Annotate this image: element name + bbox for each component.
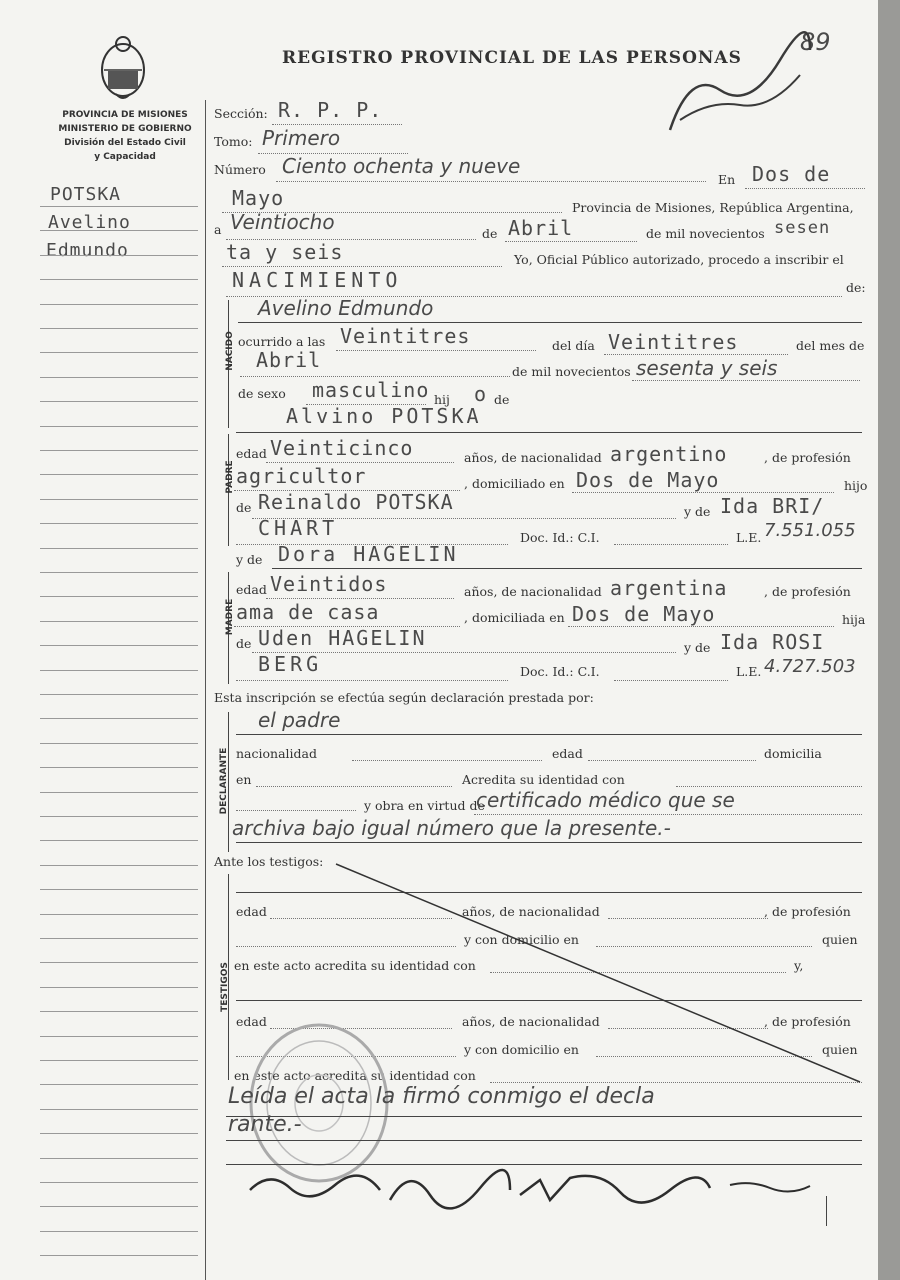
madre-doc-label: Doc. Id.: C.I. bbox=[520, 664, 600, 679]
margin-rule-line bbox=[40, 914, 198, 915]
padre-madre-de-2: CHART bbox=[258, 516, 339, 540]
margin-rule-line bbox=[40, 1182, 198, 1183]
margin-rule-line bbox=[40, 1133, 198, 1134]
acta-tipo: NACIMIENTO bbox=[232, 268, 403, 292]
cancel-diagonal-line bbox=[330, 860, 870, 1090]
margin-rule-line bbox=[40, 1060, 198, 1061]
margin-rule-line bbox=[40, 401, 198, 402]
nacido-hora: Veintitres bbox=[340, 324, 471, 348]
test1-domicilio-label: y con domicilio en bbox=[464, 932, 579, 947]
nacido-sexo: masculino bbox=[312, 378, 430, 402]
margin-rule-line bbox=[40, 1036, 198, 1037]
nacido-dia: Veintitres bbox=[608, 330, 739, 354]
madre-domicilio-label: , domiciliada en bbox=[464, 610, 565, 625]
margin-rule-line bbox=[40, 694, 198, 695]
margin-rule-line bbox=[40, 279, 198, 280]
decl-domicilio-label: domicilia bbox=[764, 746, 822, 761]
test1-acredita-label: en este acto acredita su identidad con bbox=[234, 958, 476, 973]
page-title: REGISTRO PROVINCIAL DE LAS PERSONAS bbox=[282, 48, 742, 68]
madre-nombre: Dora HAGELIN bbox=[278, 542, 459, 566]
decl-en-label: en bbox=[236, 772, 252, 787]
margin-rule-line bbox=[40, 255, 198, 256]
hij-value: o bbox=[474, 382, 488, 406]
padre-de-label: de bbox=[236, 500, 252, 515]
closing-text: Leída el acta la firmó conmigo el decla bbox=[228, 1084, 655, 1109]
margin-rule-line bbox=[40, 670, 198, 671]
padre-nacionalidad-label: años, de nacionalidad bbox=[464, 450, 602, 465]
madre-de-label: de bbox=[236, 636, 252, 651]
margin-rule-line bbox=[40, 1158, 198, 1159]
madre-edad: Veintidos bbox=[270, 572, 388, 596]
margin-rule-line bbox=[40, 840, 198, 841]
tomo-value: Primero bbox=[262, 126, 341, 150]
header-line-2: MINISTERIO DE GOBIERNO bbox=[58, 124, 192, 134]
nacido-nombre: Avelino Edmundo bbox=[258, 296, 434, 320]
padre-section-label: PADRE bbox=[225, 460, 235, 494]
a-label: a bbox=[214, 222, 222, 237]
test1-edad-label: edad bbox=[236, 904, 267, 919]
madre-padre-de: Uden HAGELIN bbox=[258, 626, 427, 650]
coat-of-arms-icon bbox=[96, 32, 150, 102]
margin-rule-line bbox=[40, 523, 198, 524]
seccion-label: Sección: bbox=[214, 106, 268, 121]
en-value-2: Mayo bbox=[232, 186, 285, 210]
hijo-label: hijo bbox=[844, 478, 868, 493]
tomo-label: Tomo: bbox=[214, 134, 253, 149]
margin-rule-line bbox=[40, 621, 198, 622]
decl-obra-value-2: archiva bajo igual número que la presente.- bbox=[232, 816, 671, 840]
padre-edad-label: edad bbox=[236, 446, 267, 461]
padre-profesion-label: , de profesión bbox=[764, 450, 851, 465]
hij-label: hij bbox=[434, 392, 450, 407]
margin-rule-line bbox=[40, 474, 198, 475]
nacido-mes: Abril bbox=[256, 348, 322, 372]
margin-surname: POTSKA bbox=[50, 184, 122, 205]
nacido-section-label: NACIDO bbox=[225, 331, 235, 371]
numero-label: Número bbox=[214, 162, 266, 177]
padre-padre-de: Reinaldo POTSKA bbox=[258, 490, 454, 514]
margin-rule-line bbox=[40, 206, 198, 207]
test1-profesion-label: , de profesión bbox=[764, 904, 851, 919]
margin-rule-line bbox=[40, 596, 198, 597]
dia-value: Veintiocho bbox=[230, 210, 335, 234]
decl-obra-label: y obra en virtud de bbox=[364, 798, 485, 813]
margin-rule-line bbox=[40, 548, 198, 549]
test2-domicilio-label: y con domicilio en bbox=[464, 1042, 579, 1057]
padre-edad: Veinticinco bbox=[270, 436, 414, 460]
declarante-section-label: DECLARANTE bbox=[219, 747, 229, 815]
de-label: de bbox=[482, 226, 498, 241]
testigos-intro: Ante los testigos: bbox=[214, 854, 324, 869]
oficial-text: Yo, Oficial Público autorizado, procedo a inscribir el bbox=[514, 252, 844, 267]
anio-value: sesen bbox=[774, 218, 831, 238]
madre-y-de-label: y de bbox=[236, 552, 263, 567]
madre-madre-de-2: BERG bbox=[258, 652, 323, 676]
padre-domicilio-label: , domiciliado en bbox=[464, 476, 565, 491]
madre-profesion-label: , de profesión bbox=[764, 584, 851, 599]
decl-edad-label: edad bbox=[552, 746, 583, 761]
padre-madre-de: Ida BRI/ bbox=[720, 494, 825, 518]
test2-acredita-label: en este acto acredita su identidad con bbox=[234, 1068, 476, 1083]
margin-rule-line bbox=[40, 304, 198, 305]
en-label: En bbox=[718, 172, 736, 187]
margin-rule-line bbox=[40, 889, 198, 890]
margin-rule-line bbox=[40, 792, 198, 793]
margin-name-1: Avelino bbox=[48, 212, 131, 233]
margin-rule-line bbox=[40, 1011, 198, 1012]
madre-madre-de: Ida ROSI bbox=[720, 630, 825, 654]
nacido-anio: sesenta y seis bbox=[636, 356, 778, 380]
padre-nacionalidad: argentino bbox=[610, 442, 728, 466]
provincia-text: Provincia de Misiones, República Argentina, bbox=[572, 200, 854, 215]
margin-rule-line bbox=[40, 572, 198, 573]
decl-acredita-label: Acredita su identidad con bbox=[462, 772, 625, 787]
madre-y-de-label: y de bbox=[684, 640, 711, 655]
margin-rule-line bbox=[40, 938, 198, 939]
padre-le-value: 7.551.055 bbox=[764, 520, 856, 541]
madre-edad-label: edad bbox=[236, 582, 267, 597]
mes-value: Abril bbox=[508, 216, 574, 240]
header-line-3: División del Estado Civil bbox=[64, 138, 186, 148]
madre-profesion: ama de casa bbox=[236, 600, 380, 624]
test2-edad-label: edad bbox=[236, 1014, 267, 1029]
margin-rule-line bbox=[40, 499, 198, 500]
header-line-4: y Capacidad bbox=[94, 152, 156, 162]
margin-rule-line bbox=[40, 767, 198, 768]
margin-rule-line bbox=[40, 230, 198, 231]
page-number: 89 bbox=[800, 28, 831, 56]
padre-profesion: agricultor bbox=[236, 464, 367, 488]
declarante-nombre: el padre bbox=[258, 708, 341, 732]
madre-nacionalidad: argentina bbox=[610, 576, 728, 600]
test1-y-label: y, bbox=[794, 958, 804, 973]
padre-y-de-label: y de bbox=[684, 504, 711, 519]
margin-rule-line bbox=[40, 426, 198, 427]
decl-nacionalidad-label: nacionalidad bbox=[236, 746, 317, 761]
margin-rule-line bbox=[40, 1206, 198, 1207]
del-mes-label: del mes de bbox=[796, 338, 865, 353]
testigos-section-label: TESTIGOS bbox=[220, 962, 230, 1012]
declarante-intro: Esta inscripción se efectúa según declaración prestada por: bbox=[214, 690, 594, 705]
ministry-header bbox=[40, 108, 210, 164]
del-dia-label: del día bbox=[552, 338, 595, 353]
nacido-mil-label: de mil novecientos bbox=[512, 364, 631, 379]
seccion-value: R. P. P. bbox=[278, 98, 383, 122]
closing-text-2: rante.- bbox=[228, 1112, 302, 1137]
madre-le-label: L.E. bbox=[736, 664, 762, 679]
test2-profesion-label: , de profesión bbox=[764, 1014, 851, 1029]
test2-nacionalidad-label: años, de nacionalidad bbox=[462, 1014, 600, 1029]
mil-label: de mil novecientos bbox=[646, 226, 765, 241]
padre-nombre: Alvino POTSKA bbox=[286, 404, 482, 428]
madre-le-value: 4.727.503 bbox=[764, 656, 856, 677]
margin-rule-line bbox=[40, 718, 198, 719]
de-colon: de: bbox=[846, 280, 866, 295]
madre-section-label: MADRE bbox=[225, 598, 235, 636]
margin-rule-line bbox=[40, 1231, 198, 1232]
margin-rule-line bbox=[40, 816, 198, 817]
padre-doc-label: Doc. Id.: C.I. bbox=[520, 530, 600, 545]
margin-rule-line bbox=[40, 865, 198, 866]
margin-rule-line bbox=[40, 1255, 198, 1256]
ocurrido-label: ocurrido a las bbox=[238, 334, 326, 349]
anio-value-2: ta y seis bbox=[226, 240, 344, 264]
margin-rule-line bbox=[40, 1084, 198, 1085]
margin-name-2: Edmundo bbox=[46, 240, 129, 261]
test1-nacionalidad-label: años, de nacionalidad bbox=[462, 904, 600, 919]
margin-rule-line bbox=[40, 377, 198, 378]
margin-rule-line bbox=[40, 352, 198, 353]
numero-value: Ciento ochenta y nueve bbox=[282, 154, 521, 178]
en-value: Dos de bbox=[752, 162, 831, 186]
hija-label: hija bbox=[842, 612, 866, 627]
margin-rule-line bbox=[40, 743, 198, 744]
margin-rule-line bbox=[40, 1109, 198, 1110]
test2-quien-label: quien bbox=[822, 1042, 858, 1057]
margin-rule-line bbox=[40, 645, 198, 646]
margin-rule-line bbox=[40, 328, 198, 329]
margin-divider bbox=[205, 100, 206, 1280]
margin-rule-line bbox=[40, 987, 198, 988]
sexo-label: de sexo bbox=[238, 386, 286, 401]
test1-quien-label: quien bbox=[822, 932, 858, 947]
madre-nacionalidad-label: años, de nacionalidad bbox=[464, 584, 602, 599]
padre-le-label: L.E. bbox=[736, 530, 762, 545]
margin-rule-line bbox=[40, 450, 198, 451]
signature-icon bbox=[240, 1160, 840, 1220]
padre-domicilio: Dos de Mayo bbox=[576, 468, 720, 492]
margin-rule-line bbox=[40, 962, 198, 963]
nacido-de-label: de bbox=[494, 392, 510, 407]
madre-domicilio: Dos de Mayo bbox=[572, 602, 716, 626]
initials-scribble bbox=[660, 30, 820, 140]
decl-obra-value: certificado médico que se bbox=[476, 788, 735, 812]
header-line-1: PROVINCIA DE MISIONES bbox=[62, 110, 188, 120]
